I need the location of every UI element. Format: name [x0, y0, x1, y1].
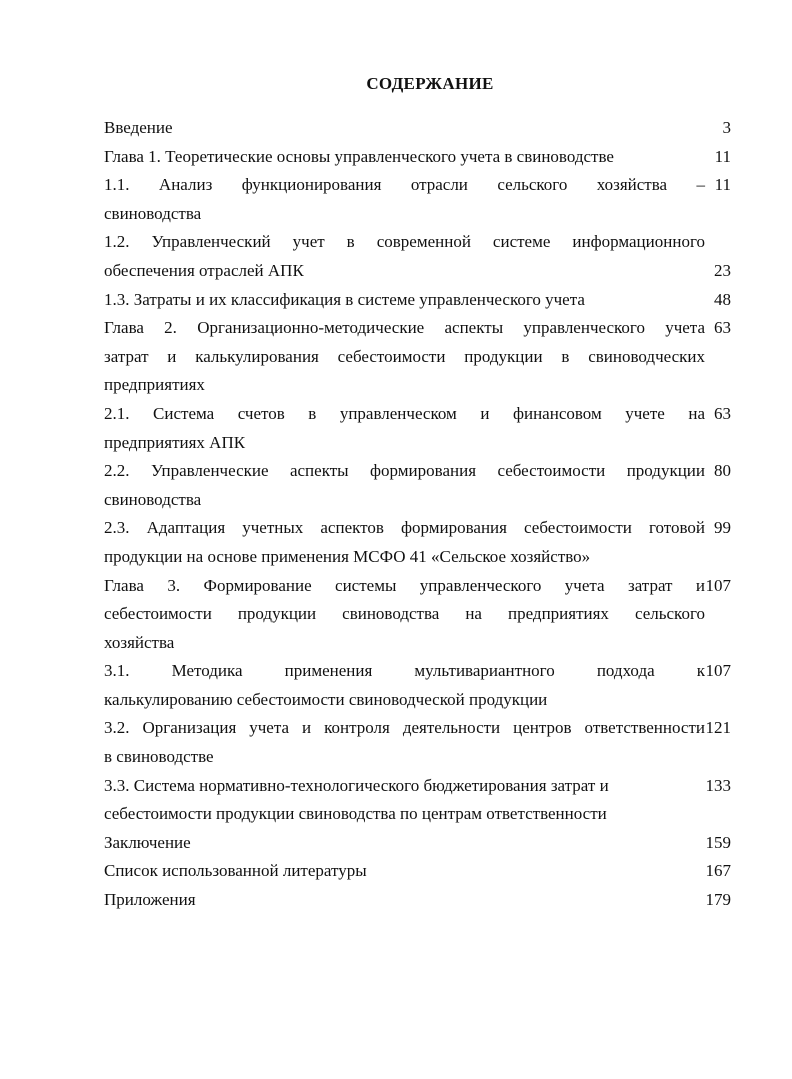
toc-entry: [104, 114, 749, 143]
toc-entry-title: [104, 514, 705, 571]
toc-entry-title: [104, 657, 705, 714]
toc-entry: [104, 228, 749, 285]
toc-entry-line: 2.2. Управленческие аспекты формирования себестоимости продукции: [104, 461, 705, 481]
toc-entry-line: продукции на основе применения МСФО 41 «Сельское хозяйство»: [104, 546, 591, 566]
toc-entry: [104, 829, 749, 858]
toc-page-number: 80: [714, 461, 731, 481]
toc-entry-line: 2.1. Система счетов в управленческом и финансовом учете на: [104, 403, 705, 423]
toc-page-number: 11: [714, 146, 731, 166]
toc-entry-line: Заключение: [104, 832, 191, 852]
toc-entry: [104, 772, 749, 829]
toc-entry-title: [104, 143, 705, 172]
toc-page-number: 99: [714, 518, 731, 538]
toc-entry-line: себестоимости продукции свиноводства по центрам ответственности: [104, 804, 607, 824]
toc-entry-line: 1.2. Управленческий учет в современной системе информационного: [104, 232, 705, 252]
toc-entry: [104, 514, 749, 571]
toc-entry: [104, 714, 749, 771]
toc-entry-line: обеспечения отраслей АПК: [104, 260, 304, 280]
toc-entry-line: 2.3. Адаптация учетных аспектов формирования себестоимости готовой: [104, 518, 705, 538]
toc-entry: [104, 143, 749, 172]
toc-entry-title: [104, 714, 705, 771]
toc-entry-title: [104, 114, 705, 143]
toc-entry-title: [104, 886, 705, 915]
toc-entry: [104, 457, 749, 514]
toc-entry-line: хозяйства: [104, 632, 175, 652]
toc-entry-line: себестоимости продукции свиноводства на предприятиях сельского: [104, 604, 705, 624]
toc-entry-title: [104, 857, 705, 886]
toc-page-number: 48: [714, 289, 731, 309]
toc-entry-line: калькулированию себестоимости свиноводческой продукции: [104, 689, 548, 709]
toc-entry: [104, 171, 749, 228]
toc-entry-title: [104, 572, 705, 658]
toc-entry-title: [104, 772, 705, 829]
toc-page-number: 23: [714, 260, 731, 280]
toc-page-number: 121: [705, 718, 731, 738]
toc-entry-title: [104, 228, 705, 285]
toc-entry-line: Глава 3. Формирование системы управленческого учета затрат и: [104, 575, 705, 595]
toc-entry-title: [104, 286, 705, 315]
toc-page-number: 63: [714, 318, 731, 338]
toc-entry-line: 1.3. Затраты и их классификация в системе управленческого учета: [104, 289, 585, 309]
toc-entry-line: предприятиях АПК: [104, 432, 246, 452]
toc-page-number: 3: [722, 118, 731, 137]
table-of-contents: [104, 114, 749, 915]
toc-entry-title: [104, 829, 705, 858]
toc-page-number: 179: [705, 890, 731, 910]
toc-entry-line: Список использованной литературы: [104, 861, 367, 881]
toc-entry: [104, 857, 749, 886]
toc-entry-title: [104, 457, 705, 514]
toc-entry-line: в свиноводстве: [104, 747, 214, 767]
toc-page-number: 159: [705, 832, 731, 852]
toc-entry-title: [104, 171, 705, 228]
toc-entry: [104, 657, 749, 714]
toc-page-number: 107: [705, 661, 731, 681]
toc-entry-line: Глава 2. Организационно-методические аспекты управленческого учета: [104, 318, 705, 338]
toc-entry: [104, 886, 749, 915]
toc-entry-line: свиноводства: [104, 489, 202, 509]
toc-entry-line: затрат и калькулирования себестоимости продукции в свиноводческих: [104, 346, 705, 366]
toc-entry-line: 3.3. Система нормативно-технологического бюджетирования затрат и: [104, 775, 609, 795]
toc-entry-line: 3.1. Методика применения мультивариантного подхода к: [104, 661, 705, 681]
toc-entry: [104, 286, 749, 315]
toc-entry: [104, 400, 749, 457]
toc-page-number: 11: [714, 175, 731, 195]
toc-entry-line: 3.2. Организация учета и контроля деятельности центров ответственности: [104, 718, 705, 738]
toc-page-number: 167: [705, 861, 731, 881]
toc-entry-line: Введение: [104, 118, 173, 137]
toc-entry-line: Приложения: [104, 890, 196, 910]
toc-entry-line: предприятиях: [104, 375, 205, 395]
toc-page-number: 133: [705, 775, 731, 795]
toc-entry-line: свиноводства: [104, 203, 202, 223]
page-title: СОДЕРЖАНИЕ: [366, 74, 494, 93]
toc-entry-line: 1.1. Анализ функционирования отрасли сельского хозяйства –: [104, 175, 705, 195]
toc-entry: [104, 314, 749, 400]
toc-entry: [104, 572, 749, 658]
toc-entry-title: [104, 314, 705, 400]
toc-entry-line: Глава 1. Теоретические основы управленческого учета в свиноводстве: [104, 146, 614, 166]
toc-page-number: 63: [714, 403, 731, 423]
toc-page-number: 107: [705, 575, 731, 595]
toc-entry-title: [104, 400, 705, 457]
